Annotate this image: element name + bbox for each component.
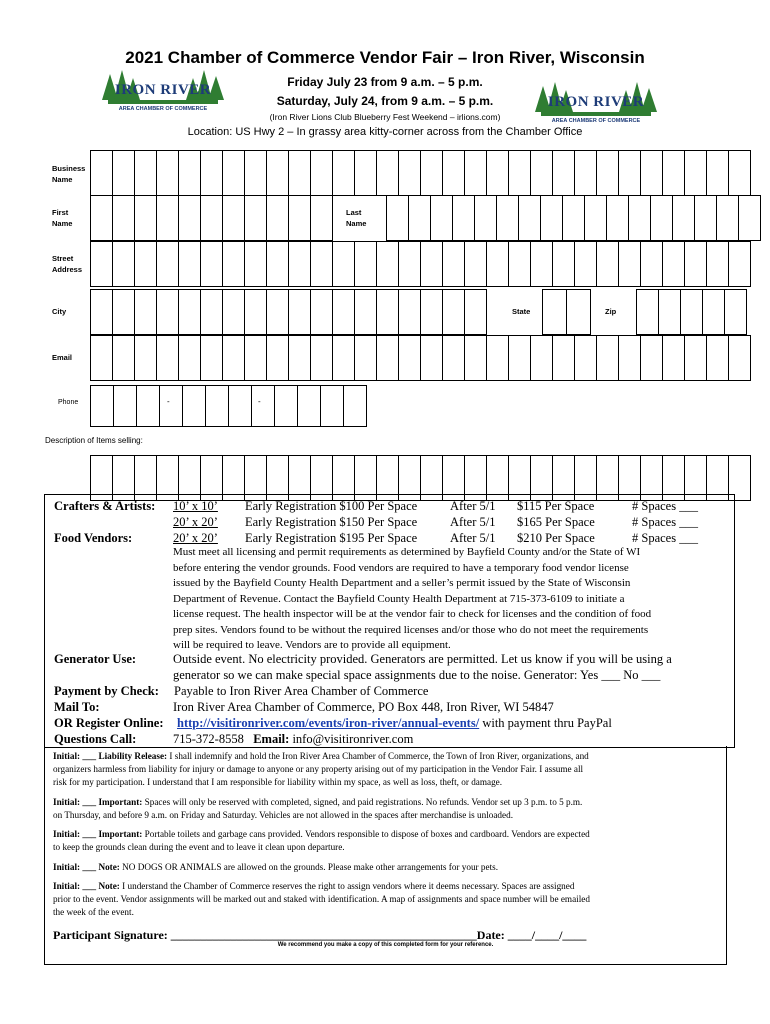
grid-cell[interactable] bbox=[113, 290, 135, 334]
grid-cell[interactable] bbox=[421, 290, 443, 334]
event-subtitle: (Iron River Lions Club Blueberry Fest Weekend – irlions.com) bbox=[269, 112, 501, 122]
grid-cell[interactable] bbox=[619, 242, 641, 286]
food-note-line: prep sites. Vendors found to be without the required licenses and/or those who do not meet the requirements bbox=[173, 623, 649, 636]
size-row-2: 20’ x 20’ bbox=[173, 515, 218, 529]
grid-cell[interactable] bbox=[637, 290, 659, 334]
grid-cell[interactable] bbox=[201, 290, 223, 334]
grid-cell[interactable] bbox=[707, 242, 729, 286]
copy-note: We recommend you make a copy of this completed form for your reference. bbox=[277, 942, 494, 948]
grid-cell[interactable] bbox=[113, 242, 135, 286]
size-row-1: 10’ x 10’ bbox=[173, 499, 218, 513]
grid-cell[interactable] bbox=[289, 196, 311, 240]
grid-cell[interactable] bbox=[465, 290, 487, 334]
grid-cell[interactable] bbox=[377, 290, 399, 334]
payment-label: Payment by Check: bbox=[54, 684, 159, 698]
grid-cell[interactable] bbox=[179, 290, 201, 334]
term-label: Important: bbox=[98, 797, 143, 807]
grid-cell[interactable] bbox=[311, 151, 333, 195]
grid-cell[interactable] bbox=[289, 151, 311, 195]
page-title: 2021 Chamber of Commerce Vendor Fair – Iron River, Wisconsin bbox=[125, 48, 645, 67]
grid-cell[interactable] bbox=[575, 336, 597, 380]
term-note-assignment bbox=[53, 880, 590, 919]
street-address-label: Street Address bbox=[52, 254, 83, 274]
state-field[interactable] bbox=[542, 289, 591, 335]
grid-cell[interactable] bbox=[465, 151, 487, 195]
generator-text: Outside event. No electricity provided. Generators are permitted. Let us know if you will be using a bbox=[173, 652, 672, 666]
grid-cell[interactable] bbox=[651, 196, 673, 240]
food-note-line: Must meet all licensing and permit requirements as determined by Bayfield County and/or the State of WI bbox=[173, 546, 641, 558]
grid-cell[interactable] bbox=[641, 242, 663, 286]
early-price-row-3: Early Registration $195 Per Space bbox=[245, 531, 418, 545]
grid-cell[interactable] bbox=[685, 336, 707, 380]
grid-cell[interactable] bbox=[619, 151, 641, 195]
grid-cell[interactable] bbox=[707, 151, 729, 195]
grid-cell[interactable] bbox=[333, 151, 355, 195]
grid-cell[interactable] bbox=[91, 336, 113, 380]
grid-cell[interactable] bbox=[311, 290, 333, 334]
term-text: to keep the grounds clean during the event and to leave it clean upon departure. bbox=[53, 842, 345, 852]
grid-cell[interactable] bbox=[91, 196, 113, 240]
grid-cell[interactable] bbox=[421, 242, 443, 286]
grid-cell[interactable] bbox=[91, 290, 113, 334]
zip-field[interactable] bbox=[636, 289, 747, 335]
logo-name: IRON RIVER bbox=[114, 82, 212, 98]
grid-cell[interactable] bbox=[695, 196, 717, 240]
grid-cell[interactable] bbox=[685, 242, 707, 286]
grid-cell[interactable] bbox=[487, 242, 509, 286]
grid-cell[interactable] bbox=[311, 196, 333, 240]
grid-cell[interactable] bbox=[519, 196, 541, 240]
grid-cell[interactable] bbox=[553, 336, 575, 380]
grid-cell[interactable] bbox=[333, 290, 355, 334]
business-name-field[interactable] bbox=[90, 150, 751, 196]
food-note-line: Department of Revenue. Contact the Bayfield County Health Department at 715-373-6109 to initiate a bbox=[173, 592, 625, 605]
grid-cell[interactable] bbox=[355, 290, 377, 334]
grid-cell[interactable] bbox=[245, 151, 267, 195]
term-liability bbox=[53, 750, 589, 789]
grid-cell[interactable] bbox=[641, 336, 663, 380]
crafters-label: Crafters & Artists: bbox=[54, 499, 156, 513]
phone-separator: - bbox=[258, 397, 261, 406]
register-online-link[interactable]: http://visitironriver.com/events/iron-river/annual-events/ bbox=[177, 716, 480, 730]
grid-cell[interactable] bbox=[597, 242, 619, 286]
grid-cell[interactable] bbox=[729, 336, 751, 380]
early-price-row-2: Early Registration $150 Per Space bbox=[245, 515, 418, 529]
after-date-row-2: After 5/1 bbox=[450, 515, 496, 529]
grid-cell[interactable] bbox=[355, 242, 377, 286]
term-text: on Thursday, and before 9 a.m. on Friday and Saturday. Vehicles are not allowed in the spaces after merchandise is unloaded. bbox=[53, 810, 513, 820]
grid-cell[interactable] bbox=[443, 336, 465, 380]
size-row-3: 20’ x 20’ bbox=[173, 531, 218, 545]
grid-cell[interactable] bbox=[543, 290, 567, 334]
grid-cell[interactable] bbox=[245, 196, 267, 240]
iron-river-logo-left bbox=[98, 68, 228, 116]
grid-cell[interactable] bbox=[135, 242, 157, 286]
grid-cell[interactable] bbox=[409, 196, 431, 240]
grid-cell[interactable] bbox=[245, 242, 267, 286]
term-text: Portable toilets and garbage cans provided. Vendors responsible to dispose of boxes and cardboard. Vendors are expected bbox=[142, 829, 590, 839]
state-label: State bbox=[512, 307, 531, 316]
grid-cell[interactable] bbox=[597, 151, 619, 195]
term-label: Note: bbox=[98, 881, 120, 891]
terms-box bbox=[44, 746, 727, 965]
first-name-field[interactable] bbox=[90, 195, 333, 241]
grid-cell[interactable] bbox=[311, 242, 333, 286]
grid-cell[interactable] bbox=[607, 196, 629, 240]
grid-cell[interactable] bbox=[245, 290, 267, 334]
email-label: Email bbox=[52, 353, 73, 362]
city-field[interactable] bbox=[90, 289, 487, 335]
spaces-row-1: # Spaces ___ bbox=[632, 499, 698, 513]
term-text: I understand the Chamber of Commerce reserves the right to assign vendors where it deems necessary. Spaces are assigned bbox=[119, 881, 575, 891]
grid-cell[interactable] bbox=[443, 151, 465, 195]
grid-cell[interactable] bbox=[223, 196, 245, 240]
grid-cell[interactable] bbox=[475, 196, 497, 240]
grid-cell[interactable] bbox=[729, 151, 751, 195]
phone-label: Phone bbox=[58, 399, 79, 406]
grid-cell[interactable] bbox=[703, 290, 725, 334]
grid-cell[interactable] bbox=[553, 151, 575, 195]
grid-cell[interactable] bbox=[157, 336, 179, 380]
register-online-label: OR Register Online: bbox=[54, 716, 164, 730]
term-text: the week of the event. bbox=[53, 907, 134, 917]
street-address-field[interactable] bbox=[90, 241, 751, 287]
payment-text: Payable to Iron River Area Chamber of Commerce bbox=[174, 684, 429, 698]
questions-email[interactable]: info@visitironriver.com bbox=[289, 732, 414, 746]
term-note-animals bbox=[53, 861, 498, 874]
grid-cell[interactable] bbox=[311, 336, 333, 380]
questions-label: Questions Call: bbox=[54, 732, 137, 746]
grid-cell[interactable] bbox=[531, 336, 553, 380]
initial-line[interactable]: Initial: ___ bbox=[53, 881, 99, 891]
grid-cell[interactable] bbox=[157, 290, 179, 334]
term-important-spaces bbox=[53, 796, 582, 822]
grid-cell[interactable] bbox=[641, 151, 663, 195]
logo-subtitle: AREA CHAMBER OF COMMERCE bbox=[118, 106, 208, 112]
grid-cell[interactable] bbox=[659, 290, 681, 334]
grid-cell[interactable] bbox=[223, 151, 245, 195]
grid-cell[interactable] bbox=[113, 336, 135, 380]
grid-cell[interactable] bbox=[541, 196, 563, 240]
grid-cell[interactable] bbox=[179, 242, 201, 286]
city-label: City bbox=[52, 307, 67, 316]
grid-cell[interactable] bbox=[619, 336, 641, 380]
food-vendors-label: Food Vendors: bbox=[54, 531, 133, 545]
grid-cell[interactable] bbox=[421, 336, 443, 380]
grid-cell[interactable] bbox=[179, 151, 201, 195]
grid-cell[interactable] bbox=[431, 196, 453, 240]
grid-cell[interactable] bbox=[509, 242, 531, 286]
grid-cell[interactable] bbox=[289, 336, 311, 380]
grid-cell[interactable] bbox=[377, 151, 399, 195]
grid-cell[interactable] bbox=[355, 151, 377, 195]
grid-cell[interactable] bbox=[135, 196, 157, 240]
term-text: organizers harmless from liability for injury or damage to anyone or any property arising out of my participation in the Vendor Fair. I assume all bbox=[53, 764, 584, 774]
term-label: Note: bbox=[98, 862, 120, 872]
pricing-info-box bbox=[44, 494, 735, 748]
first-name-label: First Name bbox=[52, 208, 73, 228]
grid-cell[interactable] bbox=[707, 336, 729, 380]
term-text: risk for my participation. I understand that I am responsible for liability within my space, as well as loss, theft, or damage. bbox=[53, 777, 503, 787]
generator-label: Generator Use: bbox=[54, 652, 137, 666]
grid-cell[interactable] bbox=[201, 336, 223, 380]
grid-cell[interactable] bbox=[553, 242, 575, 286]
register-online-text bbox=[177, 716, 612, 731]
grid-cell[interactable] bbox=[267, 336, 289, 380]
grid-cell[interactable] bbox=[663, 151, 685, 195]
grid-cell[interactable] bbox=[377, 336, 399, 380]
grid-cell[interactable] bbox=[157, 151, 179, 195]
grid-cell[interactable] bbox=[157, 196, 179, 240]
grid-cell[interactable] bbox=[135, 290, 157, 334]
grid-cell[interactable] bbox=[289, 290, 311, 334]
grid-cell[interactable] bbox=[113, 196, 135, 240]
grid-cell[interactable] bbox=[377, 242, 399, 286]
early-price-row-1: Early Registration $100 Per Space bbox=[245, 499, 418, 513]
grid-cell[interactable] bbox=[575, 242, 597, 286]
grid-cell[interactable] bbox=[717, 196, 739, 240]
date-line-saturday: Saturday, July 24, from 9 a.m. – 5 p.m. bbox=[276, 94, 494, 108]
initial-line[interactable]: Initial: ___ bbox=[53, 797, 99, 807]
grid-cell[interactable] bbox=[421, 151, 443, 195]
spaces-row-2: # Spaces ___ bbox=[632, 515, 698, 529]
term-text: Spaces will only be reserved with completed, signed, and paid registrations. No refunds. Vendor set up 3 p.m. to 5 p.m. bbox=[142, 797, 583, 807]
generator-text: generator so we can make special space assignments due to the noise. Generator: Yes ___ No ___ bbox=[173, 668, 661, 682]
grid-cell[interactable] bbox=[179, 196, 201, 240]
grid-cell[interactable] bbox=[399, 242, 421, 286]
term-label: Important: bbox=[98, 829, 143, 839]
late-price-row-3: $210 Per Space bbox=[517, 531, 595, 545]
spaces-row-3: # Spaces ___ bbox=[632, 531, 698, 545]
grid-cell[interactable] bbox=[729, 242, 751, 286]
late-price-row-2: $165 Per Space bbox=[517, 515, 595, 529]
grid-cell[interactable] bbox=[399, 151, 421, 195]
food-note-line: license request. The health inspector will be at the vendor fair to check for licenses and the condition of food bbox=[173, 608, 652, 620]
grid-cell[interactable] bbox=[135, 151, 157, 195]
food-note-line: issued by the Bayfield County Health Department and a seller’s permit issued by the State of Wisconsin bbox=[173, 577, 631, 589]
grid-cell[interactable] bbox=[135, 336, 157, 380]
grid-cell[interactable] bbox=[681, 290, 703, 334]
after-date-row-1: After 5/1 bbox=[450, 499, 496, 513]
term-text: prior to the event. Vendor assignments will be marked out and staked with identification. A map of assignments and space number will be emailed bbox=[53, 894, 590, 904]
grid-cell[interactable] bbox=[245, 336, 267, 380]
logo-name: IRON RIVER bbox=[547, 94, 645, 110]
grid-cell[interactable] bbox=[739, 196, 761, 240]
initial-line[interactable]: Initial: ___ bbox=[53, 862, 99, 872]
grid-cell[interactable] bbox=[157, 242, 179, 286]
last-name-field[interactable] bbox=[386, 195, 761, 241]
grid-cell[interactable] bbox=[563, 196, 585, 240]
grid-cell[interactable] bbox=[487, 336, 509, 380]
signature-line[interactable]: Participant Signature: ___________________________________________________Date: ____/____/____ bbox=[53, 928, 587, 942]
grid-cell[interactable] bbox=[443, 242, 465, 286]
event-location: Location: US Hwy 2 – In grassy area kitty-corner across from the Chamber Office bbox=[187, 126, 583, 138]
grid-cell[interactable] bbox=[663, 336, 685, 380]
grid-cell[interactable] bbox=[575, 151, 597, 195]
grid-cell[interactable] bbox=[465, 242, 487, 286]
email-label-bold: Email: bbox=[253, 732, 290, 746]
grid-cell[interactable] bbox=[531, 242, 553, 286]
grid-cell[interactable] bbox=[355, 336, 377, 380]
grid-cell[interactable] bbox=[465, 336, 487, 380]
grid-cell[interactable] bbox=[267, 151, 289, 195]
logo-subtitle: AREA CHAMBER OF COMMERCE bbox=[551, 118, 641, 124]
grid-cell[interactable] bbox=[585, 196, 607, 240]
grid-cell[interactable] bbox=[113, 151, 135, 195]
mail-label: Mail To: bbox=[54, 700, 100, 714]
grid-cell[interactable] bbox=[201, 242, 223, 286]
grid-cell[interactable] bbox=[685, 151, 707, 195]
grid-cell[interactable] bbox=[567, 290, 591, 334]
term-label: Liability Release: bbox=[98, 751, 168, 761]
zip-label: Zip bbox=[605, 307, 617, 316]
grid-cell[interactable] bbox=[509, 336, 531, 380]
term-text: I shall indemnify and hold the Iron River Area Chamber of Commerce, the Town of Iron River, organizations, and bbox=[167, 751, 589, 761]
grid-cell[interactable] bbox=[267, 242, 289, 286]
paypal-note: with payment thru PayPal bbox=[479, 716, 612, 730]
grid-cell[interactable] bbox=[399, 336, 421, 380]
grid-cell[interactable] bbox=[179, 336, 201, 380]
grid-cell[interactable] bbox=[223, 242, 245, 286]
grid-cell[interactable] bbox=[531, 151, 553, 195]
after-date-row-3: After 5/1 bbox=[450, 531, 496, 545]
term-text: NO DOGS OR ANIMALS are allowed on the grounds. Please make other arrangements for your pets. bbox=[119, 862, 499, 872]
grid-cell[interactable] bbox=[91, 242, 113, 286]
grid-cell[interactable] bbox=[487, 151, 509, 195]
food-note-line: will be required to leave. Vendors are to provide all equipment. bbox=[173, 639, 451, 651]
grid-cell[interactable] bbox=[289, 242, 311, 286]
grid-cell[interactable] bbox=[673, 196, 695, 240]
grid-cell[interactable] bbox=[387, 196, 409, 240]
initial-line[interactable]: Initial: ___ bbox=[53, 829, 99, 839]
late-price-row-1: $115 Per Space bbox=[517, 499, 595, 513]
grid-cell[interactable] bbox=[201, 196, 223, 240]
initial-line[interactable]: Initial: ___ bbox=[53, 751, 99, 761]
date-line-friday: Friday July 23 from 9 a.m. – 5 p.m. bbox=[287, 75, 483, 89]
grid-cell[interactable] bbox=[725, 290, 747, 334]
mail-address: Iron River Area Chamber of Commerce, PO Box 448, Iron River, WI 54847 bbox=[173, 700, 554, 714]
grid-cell[interactable] bbox=[663, 242, 685, 286]
grid-cell[interactable] bbox=[223, 290, 245, 334]
questions-phone: 715-372-8558 bbox=[173, 732, 244, 746]
grid-cell[interactable] bbox=[223, 336, 245, 380]
phone-separator: - bbox=[167, 397, 170, 406]
grid-cell[interactable] bbox=[597, 336, 619, 380]
grid-cell[interactable] bbox=[629, 196, 651, 240]
last-name-label: Last Name bbox=[346, 208, 367, 228]
questions-contact bbox=[173, 732, 413, 747]
term-important-cleanup bbox=[53, 828, 590, 854]
grid-cell[interactable] bbox=[201, 151, 223, 195]
phone-field[interactable] bbox=[90, 385, 367, 427]
description-label: Description of Items selling: bbox=[45, 436, 143, 445]
grid-cell[interactable] bbox=[453, 196, 475, 240]
grid-cell[interactable] bbox=[509, 151, 531, 195]
grid-cell[interactable] bbox=[497, 196, 519, 240]
grid-cell[interactable] bbox=[399, 290, 421, 334]
iron-river-logo-right bbox=[531, 80, 661, 128]
grid-cell[interactable] bbox=[333, 242, 355, 286]
grid-cell[interactable] bbox=[267, 290, 289, 334]
email-field[interactable] bbox=[90, 335, 751, 381]
grid-cell[interactable] bbox=[91, 151, 113, 195]
grid-cell[interactable] bbox=[267, 196, 289, 240]
business-name-label: Business Name bbox=[52, 164, 86, 184]
grid-cell[interactable] bbox=[333, 336, 355, 380]
food-note-line: before entering the vendor grounds. Food vendors are required to have a temporary food vendor license bbox=[173, 561, 629, 574]
grid-cell[interactable] bbox=[443, 290, 465, 334]
